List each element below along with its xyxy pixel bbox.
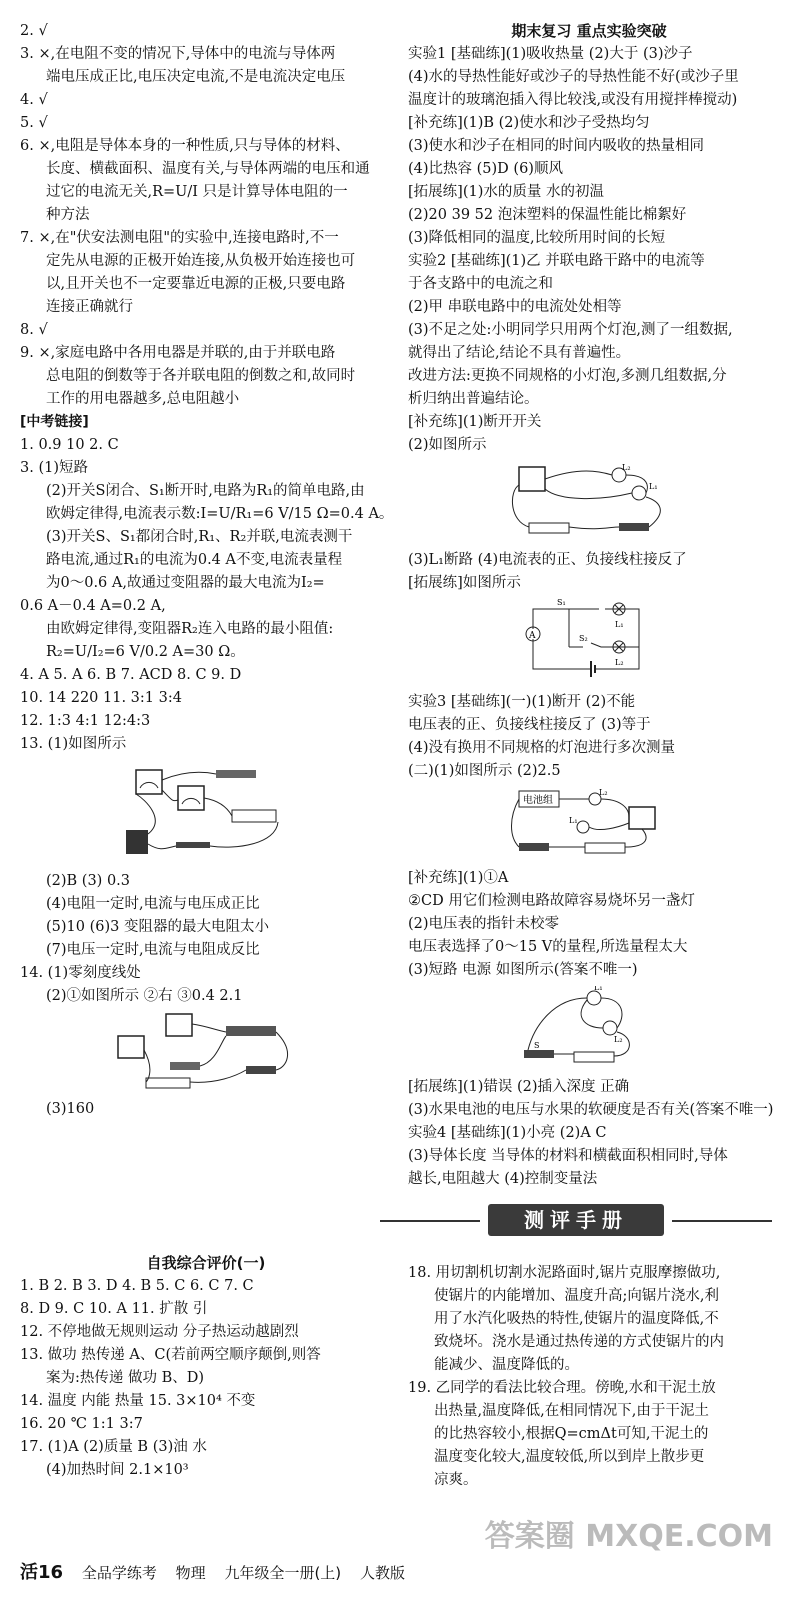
text-line: 9. ×,家庭电路中各用电器是并联的,由于并联电路 [20,345,336,361]
text-line: 电压表选择了0～15 V的量程,所选量程太大 [408,939,688,955]
text-line: [拓展练]如图所示 [408,575,521,591]
text-line: 欧姆定律得,电流表示数:I=U/R₁=6 V/15 Ω=0.4 A。 [46,506,394,522]
svg-text:L₂: L₂ [614,1035,623,1044]
text-line: 能减少、温度降低的。 [434,1357,579,1373]
text-line: 使锯片的内能增加、温度升高;向锯片浇水,利 [434,1288,719,1304]
svg-text:S: S [534,1041,540,1050]
text-line: 14. 温度 内能 热量 15. 3×10⁴ 不变 [20,1393,256,1409]
answers-18-19 [408,1262,770,1492]
page-number: 活16 [20,1562,64,1583]
text-line: 7. ×,在"伏安法测电阻"的实验中,连接电路时,不一 [20,230,339,246]
text-line: 8. √ [20,322,48,338]
answer-list-exp2-extend [408,549,770,595]
text-line: 以,且开关也不一定要靠近电源的正极,只要电路 [46,276,346,292]
text-line: 就得出了结论,结论不具有普遍性。 [408,345,631,361]
text-line: 8. D 9. C 10. A 11. 扩散 引 [20,1301,208,1317]
watermark: 答案圈 MXQE.COM [484,1519,773,1554]
text-line: 10. 14 220 11. 3:1 3:4 [20,690,182,706]
text-line: 案为:热传递 做功 B、D) [46,1370,205,1386]
series-name: 全品学练考 [81,1564,157,1582]
banner-rule-left [380,1220,480,1222]
text-line: 3. ×,在电阻不变的情况下,导体中的电流与导体两 [20,46,336,62]
section-heading-zhongkao: [中考链接] [20,414,89,430]
text-line: [补充练](1)断开开关 [408,414,542,430]
text-line: 种方法 [46,207,90,223]
text-line: 4. A 5. A 6. B 7. ACD 8. C 9. D [20,667,242,683]
text-line: 于各支路中的电流之和 [408,276,553,292]
text-line: 连接正确就行 [46,299,133,315]
text-line: (2)如图所示 [408,437,487,453]
subject-name: 物理 [175,1564,206,1582]
text-line: (4)电阻一定时,电流与电压成正比 [46,896,260,912]
text-line: 1. 0.9 10 2. C [20,437,119,453]
svg-text:L₂: L₂ [599,788,608,797]
text-line: (4)水的导热性能好或沙子的导热性能不好(或沙子里 [408,69,739,85]
left-column [20,20,392,1121]
text-line: 6. ×,电阻是导体本身的一种性质,只与导体的材料、 [20,138,350,154]
self-evaluation-section [20,1252,392,1482]
text-line: (2)B (3) 0.3 [46,873,131,889]
text-line: 用了水汽化吸热的特性,使锯片的温度降低,不 [434,1311,719,1327]
text-line: 总电阻的倒数等于各并联电阻的倒数之和,故同时 [46,368,356,384]
text-line: (3)L₁断路 (4)电流表的正、负接线柱接反了 [408,552,687,568]
text-line: 5. √ [20,115,48,131]
text-line: (4)加热时间 2.1×10³ [46,1462,189,1478]
text-line: (3)不足之处:小明同学只用两个灯泡,测了一组数据, [408,322,733,338]
text-line: 16. 20 ℃ 1:1 3:7 [20,1416,143,1432]
banner-title: 测评手册 [488,1204,664,1236]
text-line: 12. 1:3 4:1 12:4:3 [20,713,151,729]
text-line: (3)导体长度 当导体的材料和横截面积相同时,导体 [408,1148,728,1164]
text-line: 4. √ [20,92,48,108]
text-line: (2)甲 串联电路中的电流处处相等 [408,299,622,315]
circuit-figure-exp3-short [408,986,770,1070]
svg-text:L₁: L₁ [649,482,658,491]
text-line: 析归纳出普遍结论。 [408,391,539,407]
text-line: 电压表的正、负接线柱接反了 (3)等于 [408,717,651,733]
text-line: 2. √ [20,23,48,39]
section-title: 期末复习 重点实验突破 [511,22,667,40]
svg-text:S₂: S₂ [579,634,588,643]
text-line: 出热量,温度降低,在相同情况下,由于干泥土 [434,1403,709,1419]
text-line: (2)①如图所示 ②右 ③0.4 2.1 [46,988,243,1004]
edition-name: 人教版 [359,1564,405,1582]
circuit-figure-exp2-supplement [408,461,770,543]
text-line: 路电流,通过R₁的电流为0.4 A不变,电流表量程 [46,552,343,568]
circuit-figure-14 [20,1012,392,1092]
text-line: (3)降低相同的温度,比较所用时间的长短 [408,230,666,246]
svg-text:S₁: S₁ [557,599,566,607]
text-line: (2)20 39 52 泡沫塑料的保温性能比棉絮好 [408,207,687,223]
text-line: 越长,电阻越大 (4)控制变量法 [408,1171,598,1187]
answer-list-q14 [20,962,392,1008]
text-line: [拓展练](1)错误 (2)插入深度 正确 [408,1079,630,1095]
text-line: (二)(1)如图所示 (2)2.5 [408,763,561,779]
answer-list-self-eval [20,1275,392,1482]
svg-text:L₁: L₁ [569,816,578,825]
text-line: 为0～0.6 A,故通过变阻器的最大电流为I₂= [46,575,325,591]
text-line: 端电压成正比,电压决定电流,不是电流决定电压 [46,69,346,85]
ammeter-label: A [529,631,536,641]
text-line: 凉爽。 [434,1472,478,1488]
answer-list-exp1-2 [408,43,770,457]
section-banner [380,1204,775,1238]
answer-list-zhongkao [20,434,392,756]
text-line: 12. 不停地做无规则运动 分子热运动越剧烈 [20,1324,299,1340]
circuit-schematic-exp2-extend [408,599,770,685]
answer-q14-part3: (3)160 [46,1101,95,1117]
svg-text:电池组: 电池组 [523,795,553,806]
text-line: 过它的电流无关,R=U/I 只是计算导体电阻的一 [46,184,348,200]
text-line: 由欧姆定律得,变阻器R₂连入电路的最小阻值: [46,621,334,637]
text-line: 温度变化较大,温度较低,所以到岸上散步更 [434,1449,705,1465]
svg-text:L₁: L₁ [615,620,624,629]
self-evaluation-title: 自我综合评价(一) [146,1254,266,1272]
text-line: 实验3 [基础练](一)(1)断开 (2)不能 [408,694,636,710]
text-line: 工作的用电器越多,总电阻越小 [46,391,240,407]
text-line: ②CD 用它们检测电路故障容易烧坏另一盏灯 [408,893,695,909]
text-line: (3)使水和沙子在相同的时间内吸收的热量相同 [408,138,705,154]
circuit-figure-exp3 [408,787,770,861]
text-line: 0.6 A－0.4 A=0.2 A, [20,598,166,614]
text-line: 13. (1)如图所示 [20,736,127,752]
text-line: [补充练](1)①A [408,870,509,886]
text-line: 18. 用切割机切割水泥路面时,锯片克服摩擦做功, [408,1265,721,1281]
svg-text:L₂: L₂ [622,463,631,472]
text-line: 17. (1)A (2)质量 B (3)油 水 [20,1439,207,1455]
text-line: 的比热容较小,根据Q=cmΔt可知,干泥土的 [434,1426,709,1442]
text-line: (3)开关S、S₁都闭合时,R₁、R₂并联,电流表测干 [46,529,353,545]
text-line: 3. (1)短路 [20,460,88,476]
circuit-figure-13 [20,760,392,864]
text-line: 致烧坏。浇水是通过热传递的方式使锯片的内 [434,1334,724,1350]
text-line: [补充练](1)B (2)使水和沙子受热均匀 [408,115,650,131]
text-line: 实验2 [基础练](1)乙 并联电路干路中的电流等 [408,253,705,269]
answer-list-exp3 [408,691,770,783]
text-line: 温度计的玻璃泡插入得比较浅,或没有用搅拌棒搅动) [408,92,738,108]
text-line: 实验1 [基础练](1)吸收热量 (2)大于 (3)沙子 [408,46,693,62]
text-line: 1. B 2. B 3. D 4. B 5. C 6. C 7. C [20,1278,254,1294]
answer-list-exp3-supplement [408,867,770,982]
text-line: 定先从电源的正极开始连接,从负极开始连接也可 [46,253,356,269]
text-line: R₂=U/I₂=6 V/0.2 A=30 Ω。 [46,644,245,660]
svg-text:L₁: L₁ [594,986,603,992]
answer-list-q13 [20,870,392,962]
text-line: (2)电压表的指针未校零 [408,916,560,932]
text-line: 长度、横截面积、温度有关,与导体两端的电压和通 [46,161,370,177]
answer-list-exp3-4 [408,1076,774,1191]
right-column [408,20,774,1191]
text-line: (2)开关S闭合、S₁断开时,电路为R₁的简单电路,由 [46,483,365,499]
text-line: (3)短路 电源 如图所示(答案不唯一) [408,962,638,978]
text-line: (5)10 (6)3 变阻器的最大电阻太小 [46,919,269,935]
text-line: (7)电压一定时,电流与电阻成反比 [46,942,260,958]
svg-text:L₂: L₂ [615,658,624,667]
page-footer [20,1558,760,1584]
text-line: 13. 做功 热传递 A、C(若前两空顺序颠倒,则答 [20,1347,321,1363]
text-line: 14. (1)零刻度线处 [20,965,141,981]
grade-name: 九年级全一册(上) [224,1564,342,1582]
text-line: 改进方法:更换不同规格的小灯泡,多测几组数据,分 [408,368,727,384]
text-line: (3)水果电池的电压与水果的软硬度是否有关(答案不唯一) [408,1102,774,1118]
text-line: (4)没有换用不同规格的灯泡进行多次测量 [408,740,676,756]
text-line: 实验4 [基础练](1)小亮 (2)A C [408,1125,607,1141]
text-line: (4)比热容 (5)D (6)顺风 [408,161,563,177]
text-line: 19. 乙同学的看法比较合理。傍晚,水和干泥土放 [408,1380,716,1396]
banner-rule-right [672,1220,772,1222]
answer-list-left [20,20,392,411]
text-line: [拓展练](1)水的质量 水的初温 [408,184,604,200]
answer-list-18-19 [408,1262,770,1492]
